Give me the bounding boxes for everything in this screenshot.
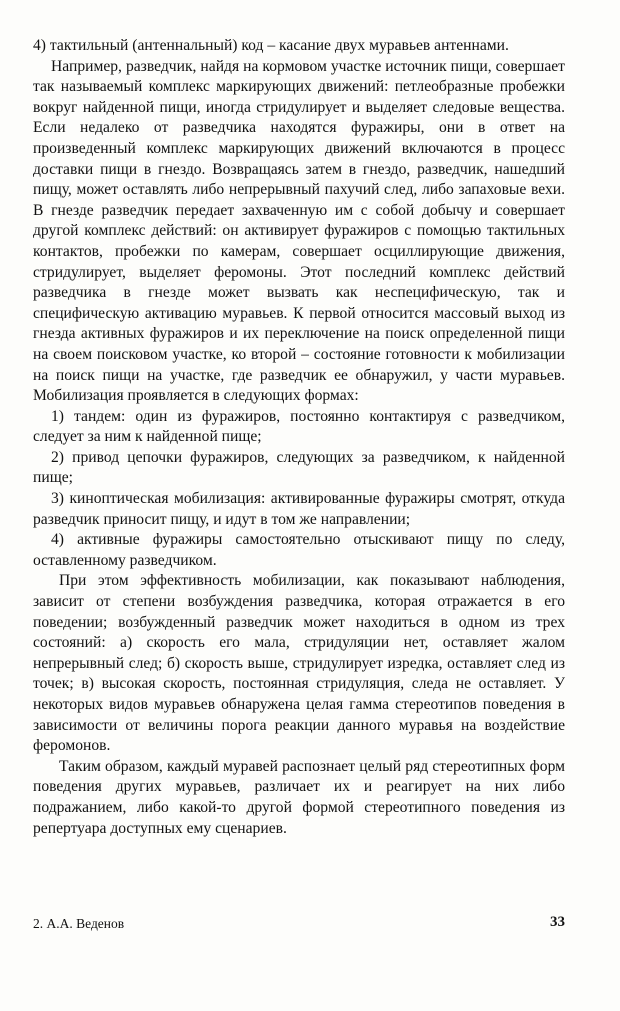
paragraph-conclusion: Таким образом, каждый муравей распознает целый ряд стереотипных форм поведения других муравьев, различает их и реагирует на них либо подражанием, либо какой-то другой формой стереотипного поведения из репертуара доступных ему сценариев. — [33, 757, 565, 837]
paragraph-mobilization-efficiency: При этом эффективность мобилизации, как показывают наблюдения, зависит от степени возбуждения разведчика, которая отражается в его поведении; возбужденный разведчик может находиться в одном из трех состояний: а) скорость его мала, стридуляции нет, оставляет жалом непрерывный след; б) скорость выше, стридулирует изредка, оставляет след из точек; в) высокая скорость, постоянная стридуляция, следа не оставляет. У некоторых видов муравьев обнаружена целая гамма стереотипов поведения в зависимости от величины порога реакции данного муравья на воздействие феромонов. — [33, 572, 565, 755]
body-text — [33, 36, 565, 839]
list-item-tandem: 1) тандем: один из фуражиров, постоянно контактируя с разведчиком, следует за ним к найденной пище; — [33, 407, 565, 446]
list-item-trail: 4) активные фуражиры самостоятельно отыскивают пищу по следу, оставленному разведчиком. — [33, 531, 565, 569]
list-item-chain: 2) привод цепочки фуражиров, следующих за разведчиком, к найденной пище; — [33, 448, 565, 487]
paragraph-scout-example: Например, разведчик, найдя на кормовом участке источник пищи, совершает так называемый комплекс маркирующих движений: петлеобразные пробежки вокруг найденной пищи, иногда стридулирует и выделяет следовые вещества. Если недалеко от разведчика находятся фуражиры, они в ответ на произведенный комплекс маркирующих движений включаются в процесс доставки пищи в гнездо. Возвращаясь затем в гнездо, разведчик, нашедший пищу, может оставлять либо непрерывный пахучий след, либо запаховые вехи. В гнезде разведчик передает захваченную им с собой добычу и совершает другой комплекс действий: он активирует фуражиров с помощью тактильных контактов, пробежки по камерам, совершает осциллирующие движения, стридулирует, выделяет феромоны. Этот последний комплекс действий разведчика в гнезде может вызвать как неспецифическую, так и специфическую активацию муравьев. К первой относится массовый выход из гнезда активных фуражиров и их переключение на поиск определенной пищи на своем поисковом участке, ко второй – состояние готовности к мобилизации на поиск пищи на участке, где разведчик ее обнаружил, у части муравьев. Мобилизация проявляется в следующих формах: — [33, 57, 565, 405]
paragraph-tactile-code: 4) тактильный (антеннальный) код – касание двух муравьев антеннами. — [33, 37, 509, 54]
page-number: 33 — [550, 914, 565, 930]
printer-signature: 2. А.А. Веденов — [33, 916, 125, 931]
page-footer — [33, 914, 565, 936]
list-item-kinoptic: 3) киноптическая мобилизация: активированные фуражиры смотрят, откуда разведчик приносит пищу, и идут в том же направлении; — [33, 490, 565, 528]
